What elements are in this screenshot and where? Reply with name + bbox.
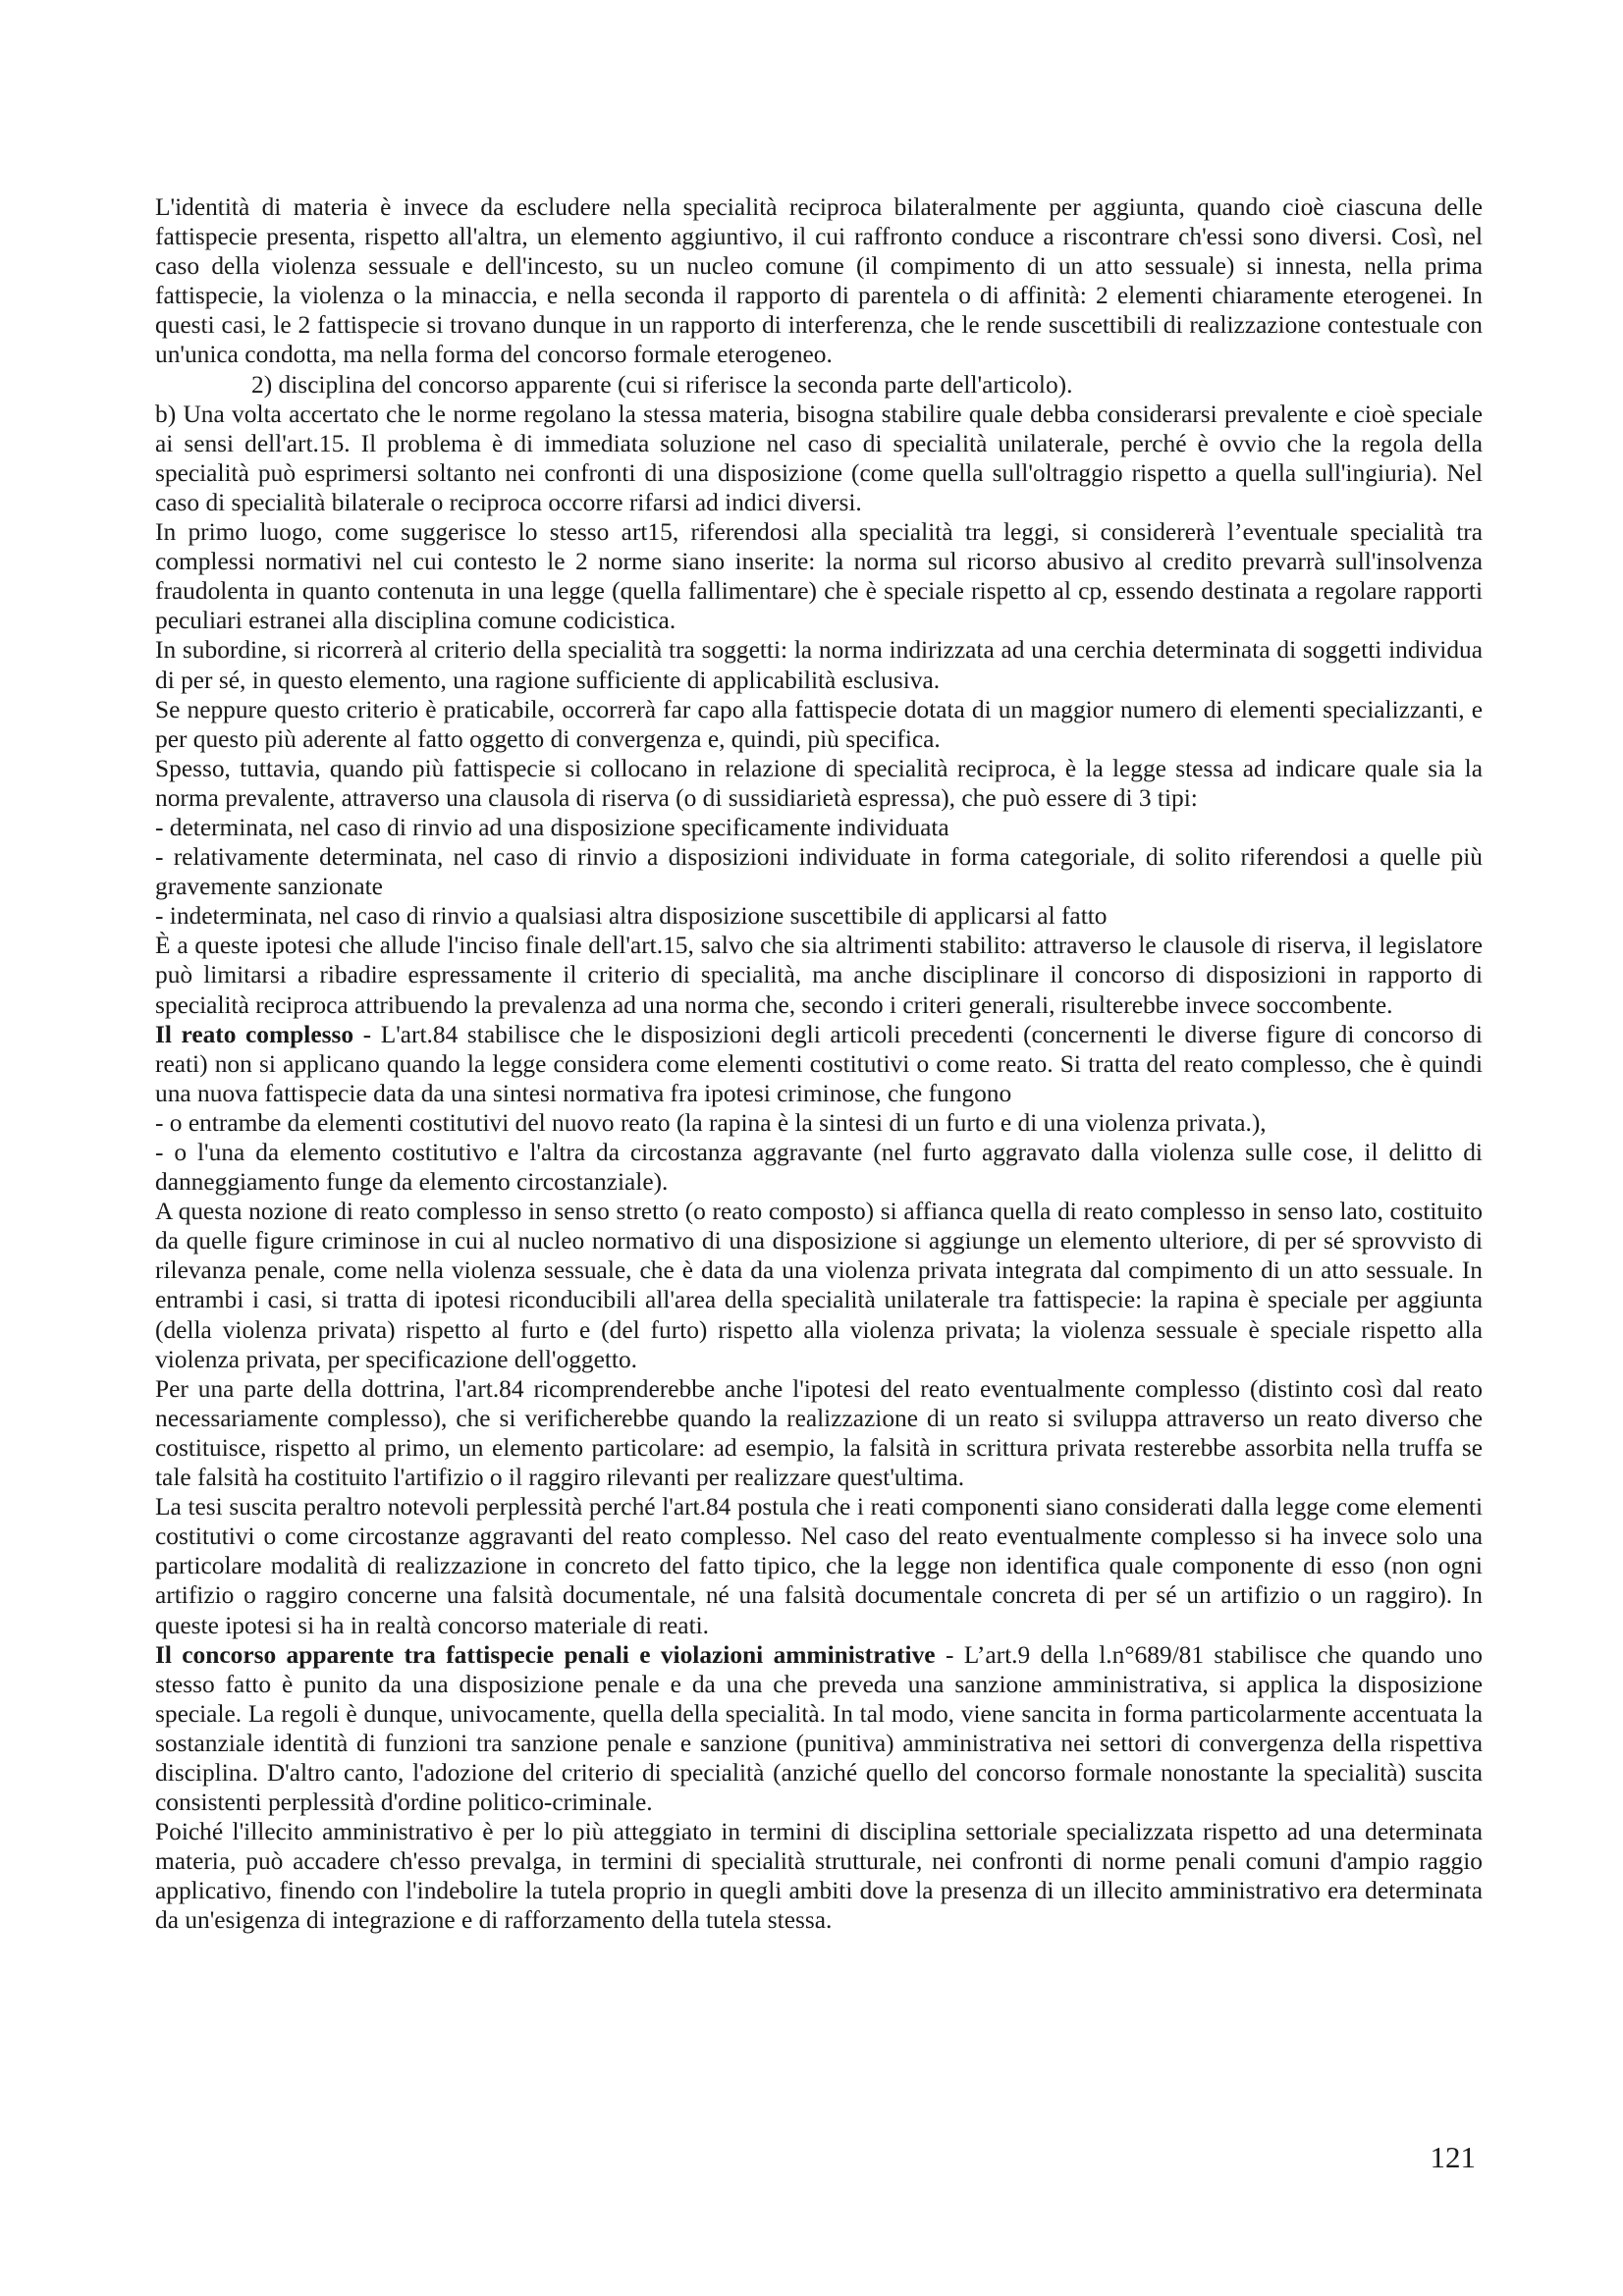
paragraph: b) Una volta accertato che le norme regolano la stessa materia, bisogna stabilire quale debba considerarsi prevalente e cioè speciale ai sensi dell'art.15. Il problema è di immediata soluzione nel caso di specialità unilaterale, perché è ovvio che la regola della specialità può esprimersi soltanto nei confronti di una disposizione (come quella sull'oltraggio rispetto a quella sull'ingiuria). Nel caso di specialità bilaterale o reciproca occorre rifarsi ad indici diversi. [155, 400, 1483, 516]
paragraph: Se neppure questo criterio è praticabile, occorrerà far capo alla fattispecie dotata di un maggior numero di elementi specializzanti, e per questo più aderente al fatto oggetto di convergenza e, quindi, più specifica. [155, 695, 1483, 753]
document-page [155, 192, 1483, 1936]
list-item: - o l'una da elemento costitutivo e l'altra da circostanza aggravante (nel furto aggravato dalla violenza sulle cose, il delitto di danneggiamento funge da elemento circostanziale). [155, 1139, 1483, 1197]
paragraph: L'identità di materia è invece da escludere nella specialità reciproca bilateralmente per aggiunta, quando cioè ciascuna delle fattispecie presenta, rispetto all'altra, un elemento aggiuntivo, il cui raffronto conduce a riscontrare ch'essi sono diversi. Così, nel caso della violenza sessuale e dell'incesto, su un nucleo comune (il compimento di un atto sessuale) si innesta, nella prima fattispecie, la violenza o la minaccia, e nella seconda il rapporto di parentela o di affinità: 2 elementi chiaramente eterogenei. In questi casi, le 2 fattispecie si trovano dunque in un rapporto di interferenza, che le rende suscettibili di realizzazione contestuale con un'unica condotta, ma nella forma del concorso formale eterogeneo. [155, 193, 1483, 369]
list-item: - relativamente determinata, nel caso di rinvio a disposizioni individuate in forma categoriale, di solito riferendosi a quelle più gravemente sanzionate [155, 843, 1483, 901]
section-paragraph [155, 1640, 1483, 1818]
list-item: - determinata, nel caso di rinvio ad una disposizione specificamente individuata [155, 813, 949, 841]
paragraph: La tesi suscita peraltro notevoli perplessità perché l'art.84 postula che i reati componenti siano considerati dalla legge come elementi costitutivi o come circostanze aggravanti del reato complesso. Nel caso del reato eventualmente complesso si ha invece solo una particolare modalità di realizzazione in concreto del fatto tipico, che la legge non identifica quale componente di esso (non ogni artifizio o raggiro concerne una falsità documentale, né una falsità documentale concreta di per sé un artifizio o un raggiro). In queste ipotesi si ha in realtà concorso materiale di reati. [155, 1493, 1483, 1639]
section-paragraph [155, 1020, 1483, 1108]
paragraph: Spesso, tuttavia, quando più fattispecie si collocano in relazione di specialità reciproca, è la legge stessa ad indicare quale sia la norma prevalente, attraverso una clausola di riserva (o di sussidiarietà espressa), che può essere di 3 tipi: [155, 754, 1483, 812]
list-item: - o entrambe da elementi costitutivi del nuovo reato (la rapina è la sintesi di un furto e di una violenza privata.), [155, 1108, 1267, 1137]
paragraph-text: - L’art.9 della l.n°689/81 stabilisce che quando uno stesso fatto è punito da una disposizione penale e da una che preveda una sanzione amministrativa, si applica la disposizione speciale. La regoli è dunque, univocamente, quella della specialità. In tal modo, viene sancita in forma particolarmente accentuata la sostanziale identità di funzioni tra sanzione penale e sanzione (punitiva) amministrativa nei settori di convergenza della rispettiva disciplina. D'altro canto, l'adozione del criterio di specialità (anziché quello del concorso formale nonostante la specialità) suscita consistenti perplessità d'ordine politico-criminale. [155, 1640, 1483, 1817]
list-item: - indeterminata, nel caso di rinvio a qualsiasi altra disposizione suscettibile di applicarsi al fatto [155, 902, 1108, 931]
page-number: 121 [1430, 2140, 1476, 2174]
paragraph: In primo luogo, come suggerisce lo stesso art15, riferendosi alla specialità tra leggi, si considererà l’eventuale specialità tra complessi normativi nel cui contesto le 2 norme siano inserite: la norma sul ricorso abusivo al credito prevarrà sull'insolvenza fraudolenta in quanto contenuta in una legge (quella fallimentare) che è speciale rispetto al cp, essendo destinata a regolare rapporti peculiari estranei alla disciplina comune codicistica. [155, 518, 1483, 635]
section-heading: Il concorso apparente tra fattispecie penali e violazioni amministrative [155, 1640, 936, 1669]
paragraph: Poiché l'illecito amministrativo è per lo più atteggiato in termini di disciplina settoriale specializzata rispetto ad una determinata materia, può accadere ch'esso prevalga, in termini di specialità strutturale, nei confronti di norme penali comuni d'ampio raggio applicativo, finendo con l'indebolire la tutela proprio in quegli ambiti dove la presenza di un illecito amministrativo era determinata da un'esigenza di integrazione e di rafforzamento della tutela stessa. [155, 1818, 1483, 1935]
paragraph: 2) disciplina del concorso apparente (cui si riferisce la seconda parte dell'articolo). [251, 370, 1073, 399]
paragraph: È a queste ipotesi che allude l'inciso finale dell'art.15, salvo che sia altrimenti stabilito: attraverso le clausole di riserva, il legislatore può limitarsi a ribadire espressamente il criterio di specialità, ma anche disciplinare il concorso di disposizioni in rapporto di specialità reciproca attribuendo la prevalenza ad una norma che, secondo i criteri generali, risulterebbe invece soccombente. [155, 932, 1483, 1019]
paragraph: A questa nozione di reato complesso in senso stretto (o reato composto) si affianca quella di reato complesso in senso lato, costituito da quelle figure criminose in cui al nucleo normativo di una disposizione si aggiunge un elemento ulteriore, di per sé sprovvisto di rilevanza penale, come nella violenza sessuale, che è data da una violenza privata integrata dal compimento di un atto sessuale. In entrambi i casi, si tratta di ipotesi riconducibili all'area della specialità unilaterale tra fattispecie: la rapina è speciale per aggiunta (della violenza privata) rispetto al furto e (del furto) rispetto alla violenza privata; la violenza sessuale è speciale rispetto alla violenza privata, per specificazione dell'oggetto. [155, 1198, 1483, 1373]
paragraph-text: - L'art.84 stabilisce che le disposizioni degli articoli precedenti (concernenti le diverse figure di concorso di reati) non si applicano quando la legge considera come elementi costitutivi o come reato. Si tratta del reato complesso, che è quindi una nuova fattispecie data da una sintesi normativa fra ipotesi criminose, che fungono [155, 1020, 1483, 1107]
paragraph: In subordine, si ricorrerà al criterio della specialità tra soggetti: la norma indirizzata ad una cerchia determinata di soggetti individua di per sé, in questo elemento, una ragione sufficiente di applicabilità esclusiva. [155, 636, 1483, 694]
section-heading: Il reato complesso [155, 1020, 354, 1048]
paragraph: Per una parte della dottrina, l'art.84 ricomprenderebbe anche l'ipotesi del reato eventualmente complesso (distinto così dal reato necessariamente complesso), che si verificherebbe quando la realizzazione di un reato si sviluppa attraverso un reato diverso che costituisce, rispetto al primo, un elemento particolare: ad esempio, la falsità in scrittura privata resterebbe assorbita nella truffa se tale falsità ha costituito l'artifizio o il raggiro rilevanti per realizzare quest'ultima. [155, 1374, 1483, 1492]
